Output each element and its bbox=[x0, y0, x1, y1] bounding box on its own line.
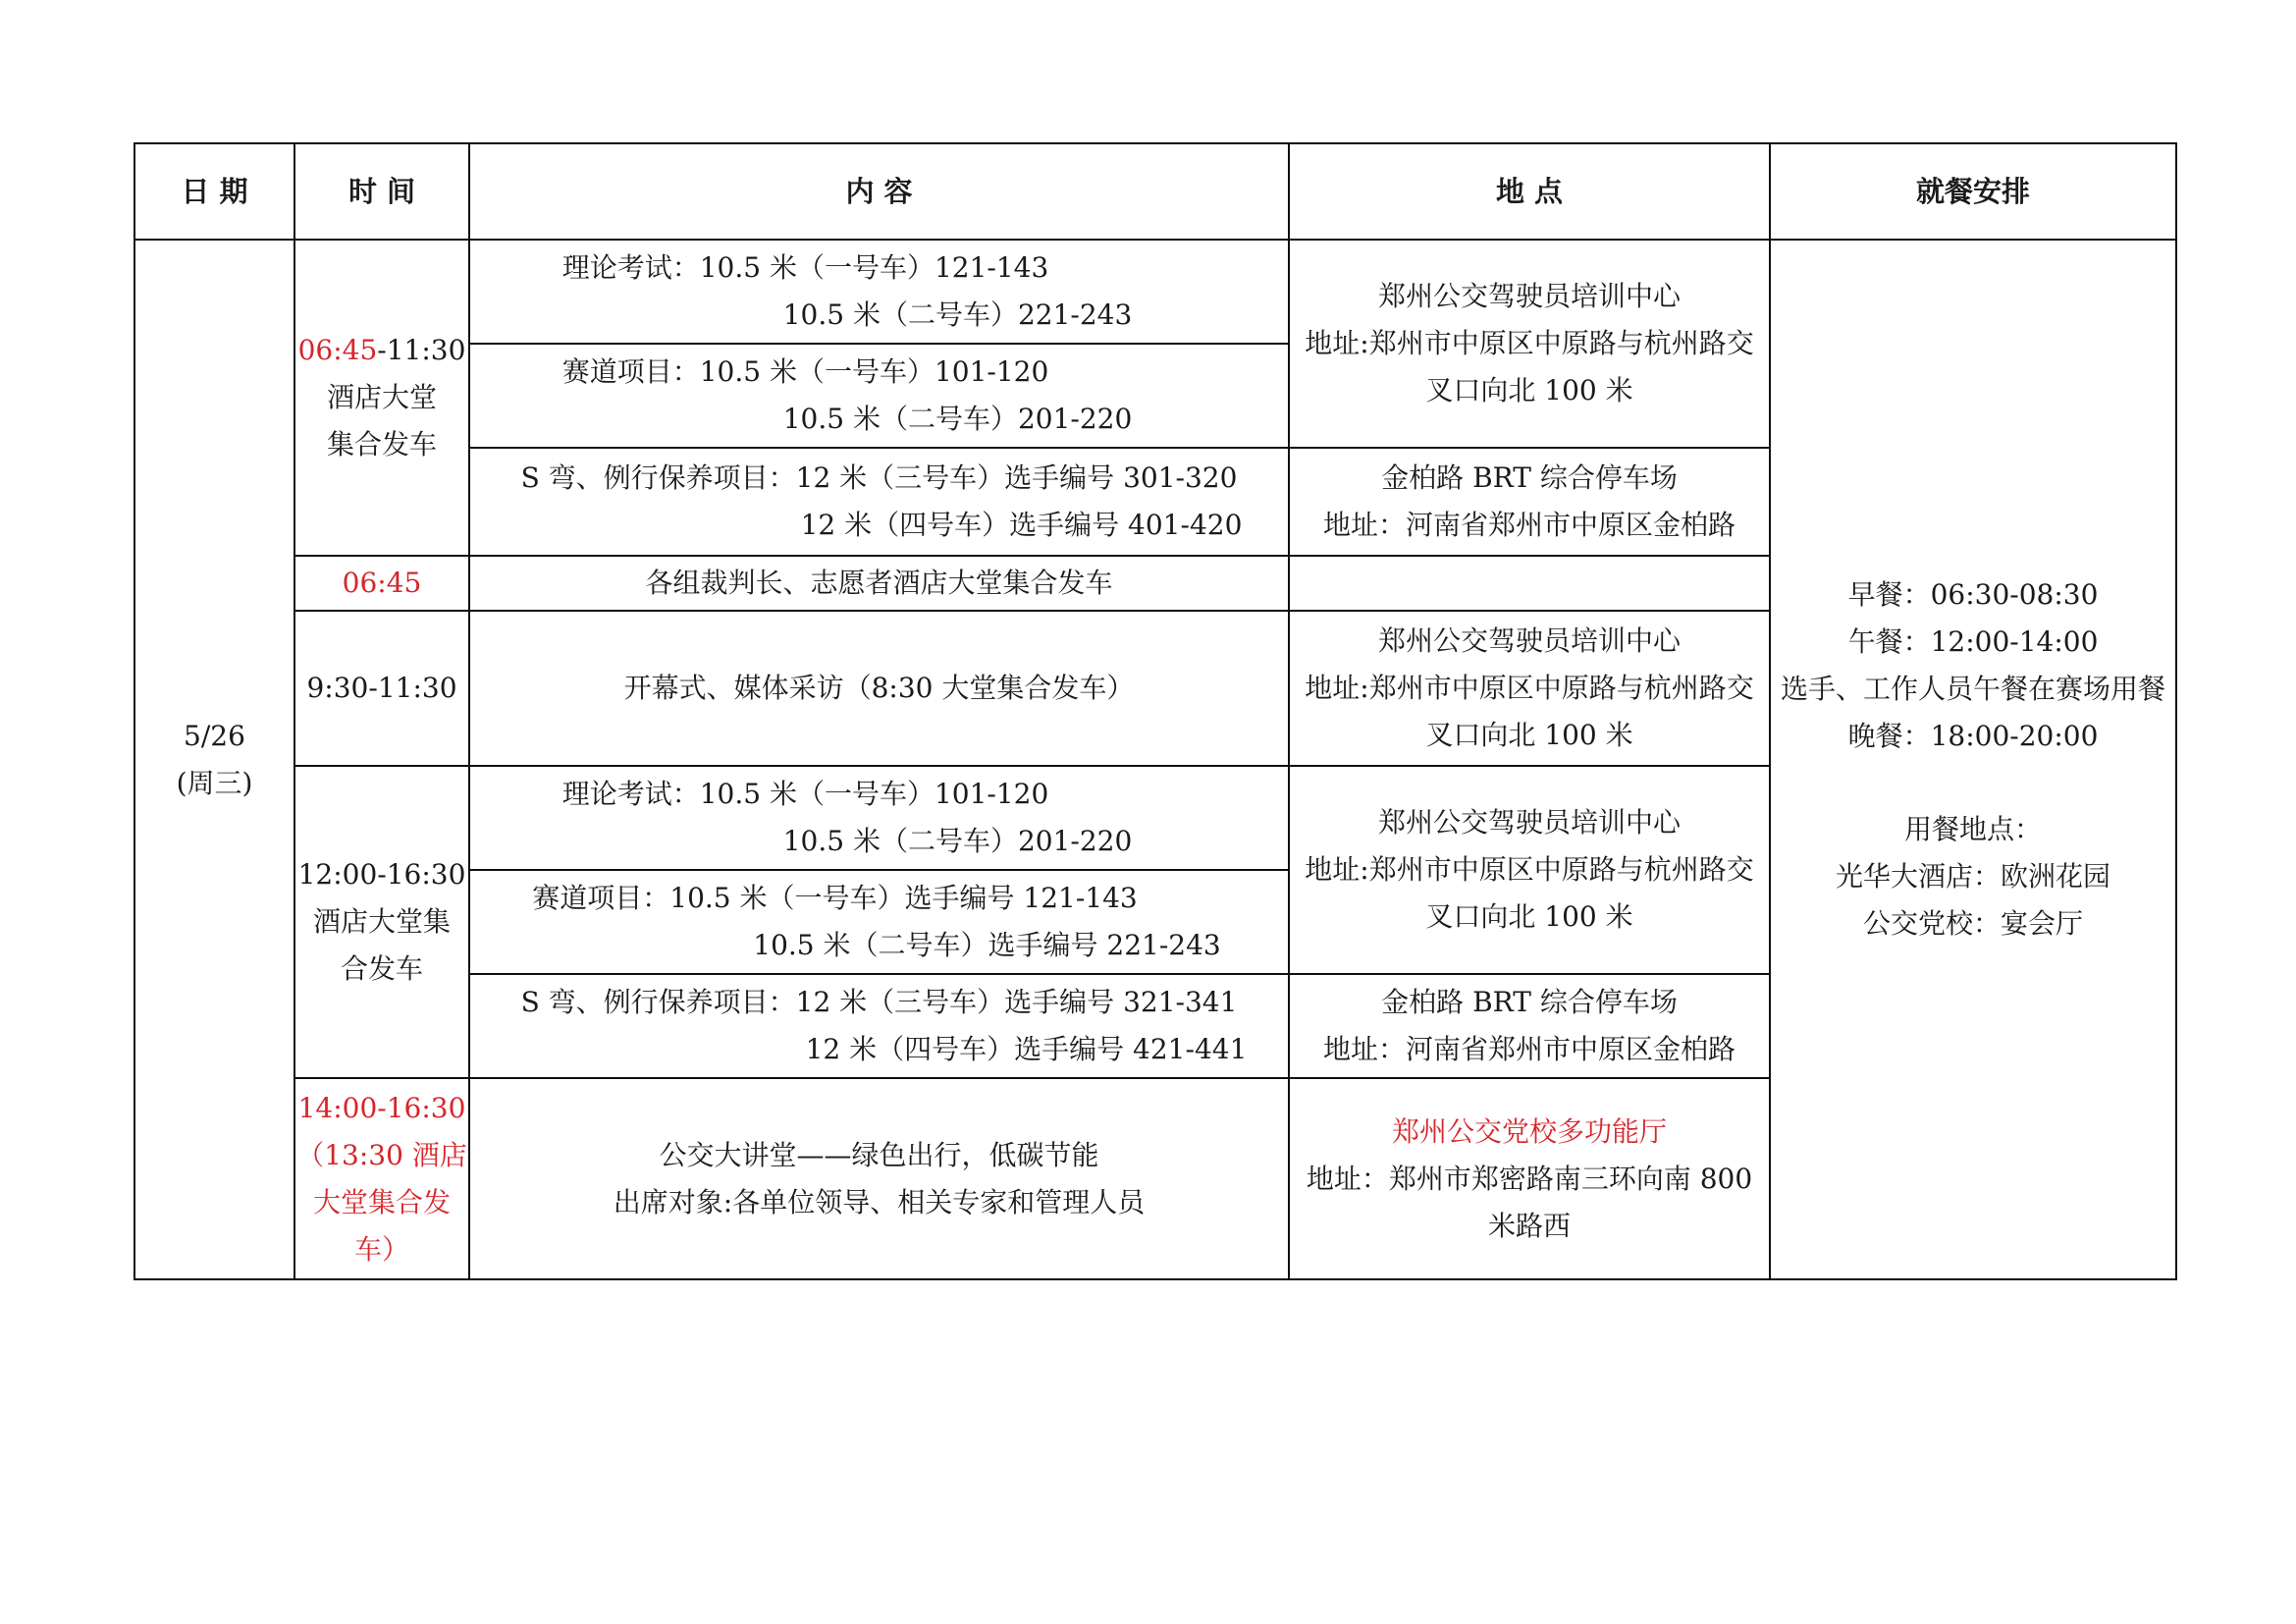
meal-lunch: 午餐：12:00-14:00 bbox=[1847, 625, 2099, 658]
table-row bbox=[134, 240, 2176, 344]
venue-lecture-hall: 郑州公交党校多功能厅 bbox=[1391, 1114, 1667, 1148]
content-afternoon-theory: 理论考试：10.5 米（一号车）101-120 10.5 米（二号车）201-220 bbox=[469, 766, 1289, 870]
meal-place-title: 用餐地点： bbox=[1903, 813, 2042, 845]
meal-place-1: 光华大酒店：欧洲花园 bbox=[1835, 860, 2110, 893]
time-morning-line3: 集合发车 bbox=[326, 428, 437, 460]
venue-morning-center: 郑州公交驾驶员培训中心 地址:郑州市中原区中原路与杭州路交 叉口向北 100 米 bbox=[1289, 240, 1770, 448]
content-opening: 开幕式、媒体采访（8:30 大堂集合发车） bbox=[469, 611, 1289, 766]
date-day: 5/26 bbox=[184, 719, 245, 752]
header-date: 日 期 bbox=[134, 143, 294, 240]
meal-dinner: 晚餐：18:00-20:00 bbox=[1847, 720, 2099, 752]
meal-lunch-note: 选手、工作人员午餐在赛场用餐 bbox=[1780, 673, 2165, 705]
header-meal: 就餐安排 bbox=[1770, 143, 2176, 240]
header-time: 时 间 bbox=[294, 143, 469, 240]
content-morning-theory: 理论考试：10.5 米（一号车）121-143 10.5 米（二号车）221-243 bbox=[469, 240, 1289, 344]
venue-lecture: 郑州公交党校多功能厅 地址：郑州市郑密路南三环向南 800 米路西 bbox=[1289, 1078, 1770, 1279]
content-morning-track: 赛道项目：10.5 米（一号车）101-120 10.5 米（二号车）201-220 bbox=[469, 344, 1289, 448]
header-content: 内 容 bbox=[469, 143, 1289, 240]
header-location: 地 点 bbox=[1289, 143, 1770, 240]
schedule-table bbox=[133, 142, 2177, 1280]
content-afternoon-track: 赛道项目：10.5 米（一号车）选手编号 121-143 10.5 米（二号车）选手编号 221-243 bbox=[469, 870, 1289, 974]
meal-place-2: 公交党校：宴会厅 bbox=[1862, 907, 2083, 940]
content-lecture: 公交大讲堂——绿色出行，低碳节能 出席对象:各单位领导、相关专家和管理人员 bbox=[469, 1078, 1289, 1279]
venue-afternoon-center: 郑州公交驾驶员培训中心 地址:郑州市中原区中原路与杭州路交 叉口向北 100 米 bbox=[1289, 766, 1770, 974]
content-morning-scurve: S 弯、例行保养项目：12 米（三号车）选手编号 301-320 12 米（四号车）选手编号 401-420 bbox=[469, 448, 1289, 556]
time-morning-range: 06:45-11:30 bbox=[297, 334, 466, 366]
meal-spacer bbox=[1771, 760, 2175, 806]
time-referees: 06:45 bbox=[294, 556, 469, 611]
date-weekday: (周三) bbox=[176, 766, 253, 799]
time-opening: 9:30-11:30 bbox=[294, 611, 469, 766]
meal-cell bbox=[1770, 240, 2176, 1279]
header-row bbox=[134, 143, 2176, 240]
meal-breakfast: 早餐：06:30-08:30 bbox=[1847, 578, 2099, 611]
content-afternoon-scurve: S 弯、例行保养项目：12 米（三号车）选手编号 321-341 12 米（四号车）选手编号 421-441 bbox=[469, 974, 1289, 1078]
content-referees: 各组裁判长、志愿者酒店大堂集合发车 bbox=[469, 556, 1289, 611]
venue-morning-brt: 金柏路 BRT 综合停车场 地址：河南省郑州市中原区金柏路 bbox=[1289, 448, 1770, 556]
venue-referees bbox=[1289, 556, 1770, 611]
venue-opening: 郑州公交驾驶员培训中心 地址:郑州市中原区中原路与杭州路交 叉口向北 100 米 bbox=[1289, 611, 1770, 766]
time-cell-afternoon: 12:00-16:30 酒店大堂集 合发车 bbox=[294, 766, 469, 1078]
time-morning-line2: 酒店大堂 bbox=[326, 381, 437, 413]
date-cell bbox=[134, 240, 294, 1279]
venue-afternoon-brt: 金柏路 BRT 综合停车场 地址：河南省郑州市中原区金柏路 bbox=[1289, 974, 1770, 1078]
time-lecture: 14:00-16:30 （13:30 酒店 大堂集合发 车） bbox=[294, 1078, 469, 1279]
time-cell-morning bbox=[294, 240, 469, 556]
